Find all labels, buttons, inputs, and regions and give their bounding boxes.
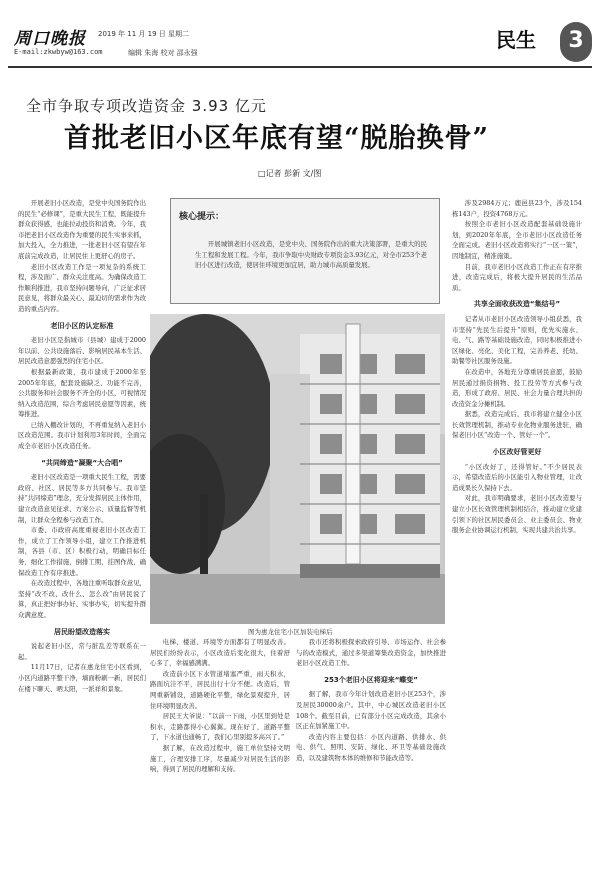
core-summary-title: 核心提示： xyxy=(179,212,225,222)
email-address: E-mail:zkwbyw@163.com xyxy=(14,48,103,56)
paragraph: 根据最新政策，我市建成于2000年至2005年年底，配套设施缺乏、功能不完善，公共服务和社会服务不齐全的小区，可视情况纳入改造范围，综合考虑居民意愿等因素，统筹推进。 xyxy=(18,367,146,419)
paragraph: 开展老旧小区改造，是党中央国务院作出的民生“必修课”，是重大民生工程，既能提升群众获得感，也能拉动投资和消费。今年，我市把老旧小区改造作为重要的民生实事来抓，加大投入，全力推进，一批老旧小区有望在年底前完成改造，让居民住上更舒心的房子。 xyxy=(18,199,146,260)
article-column-2 xyxy=(150,637,290,887)
paragraph: 在改造过程中，各地注重听取群众意见，坚持“改不改、改什么、怎么改”由居民说了算，真正把好事办好、实事办实，切实提升群众满意度。 xyxy=(18,579,146,619)
subheading: 共享全面收获改造“集结号” xyxy=(473,300,561,309)
paragraph: 据了解，在改造过程中，施工单位坚持文明施工，合理安排工序，尽量减少对居民生活的影响，得到了居民的理解和支持。 xyxy=(150,743,290,774)
paragraph: 我市还将积极探索政府引导、市场运作、社会参与的改造模式，通过多渠道筹集改造资金，加快推进老旧小区改造工作。 xyxy=(296,638,446,668)
subheading: 居民盼望改造落实 xyxy=(54,627,110,636)
paragraph: 居民王大爷说：“以前一下雨，小区里到处是积水，走路都得小心翼翼。现在好了，道路平整了，下水道也通畅了，我们心里别提多高兴了。” xyxy=(150,712,290,742)
paragraph: 对此，我市明确要求，老旧小区改造要与建立小区长效管理机制相结合，推动建立党建引领下的社区居民委员会、业主委员会、物业服务企业协调运行机制，实现共建共治共享。 xyxy=(452,494,582,535)
subheading: 253个老旧小区将迎来“蝶变” xyxy=(324,675,418,684)
core-summary-text: 开展城镇老旧小区改造，是党中央、国务院作出的重大决策部署，是重大的民生工程和发展工程。今年，我市争取中央财政专项资金3.93亿元，对全市253个老旧小区进行改造，使居住环境更加宜居，助力城市高质量发展。 xyxy=(195,240,427,269)
issue-date: 2019 年 11 月 19 日 星期二 xyxy=(98,30,189,38)
paragraph: “小区改好了，还得管好。”不少居民表示，希望改造后的小区能引入物业管理，让改造成果长久保持下去。 xyxy=(452,462,582,492)
kicker: 全市争取专项改造资金 3.93 亿元 xyxy=(26,97,267,115)
article-column-1 xyxy=(18,198,146,888)
paragraph: 说起老旧小区，常与脏乱差等联系在一起。 xyxy=(18,642,146,661)
photo-caption: 图为惠龙住宅小区加装电梯后 xyxy=(248,628,333,636)
paragraph: 改造内容主要包括：小区内道路、供排水、供电、供气、照明、安防、绿化、环卫等基础设施改造，以及建筑物本体的维修和节能改造等。 xyxy=(296,732,446,762)
subheading: 小区改好管更好 xyxy=(492,448,542,457)
paragraph: 11月17日，记者在惠龙住宅小区看到，小区内道路平整干净，墙面粉刷一新，居民们在楼下聊天、晒太阳，一派祥和景象。 xyxy=(18,663,146,693)
section-title: 民生 xyxy=(496,28,536,52)
paragraph: 改造前小区下水管道堵塞严重，雨天积水，路面坑洼不平，居民出行十分不便。改造后，管网重新铺设，道路硬化平整，绿化景观提升，居住环境明显改善。 xyxy=(150,669,290,710)
residential-building-photo xyxy=(150,314,445,624)
core-summary-box xyxy=(170,198,440,304)
paragraph: 老旧小区是指城市（县城）建成于2000年以前、公共设施落后、影响居民基本生活、居民改造意愿强烈的住宅小区。 xyxy=(18,336,146,366)
paragraph: 老旧小区改造是一项重大民生工程，需要政府、社区、居民等多方共同参与。我市坚持“共同缔造”理念，充分发挥居民主体作用，建立改造意见征求、方案公示、质量监督等机制，让群众全程参与改造工作。 xyxy=(18,473,146,524)
article-column-3 xyxy=(296,637,446,887)
paragraph: 在改造中，各地充分尊重居民意愿，鼓励居民通过捐资捐物、投工投劳等方式参与改造，形成了政府、居民、社会力量合理共担的改造资金分摊机制。 xyxy=(452,367,582,408)
subheading: “共同缔造”凝聚“大合唱” xyxy=(41,458,123,467)
paragraph: 据了解，我市今年计划改造老旧小区253个，涉及居民30000余户。其中，中心城区改造老旧小区108个。截至目前，已有部分小区完成改造，其余小区正在加紧施工中。 xyxy=(296,690,446,731)
paragraph: 已纳入棚改计划的，不再重复纳入老旧小区改造范围。我市计划利用3年时间，全面完成全市老旧小区改造任务。 xyxy=(18,420,146,451)
news-photo xyxy=(150,314,445,624)
paragraph: 涉及2984万元；鹿邑县23个，涉及154栋143户，投资4768万元。 xyxy=(452,199,582,218)
masthead xyxy=(8,20,592,64)
page-number-badge: 3 xyxy=(560,22,592,62)
paragraph: 目前，我市老旧小区改造工作正在有序推进，改造完成后，将极大提升居民的生活品质。 xyxy=(452,262,582,292)
paragraph: 电梯、楼道、环境等方面都有了明显改善。居民们纷纷表示，小区改造后变化很大，住着舒心多了，幸福感满满。 xyxy=(150,638,290,668)
article-column-4 xyxy=(452,198,582,888)
subheading: 老旧小区的认定标准 xyxy=(50,321,114,330)
paragraph: 据悉，改造完成后，我市将建立健全小区长效管理机制，推动专业化物业服务进驻，确保老旧小区“改造一个、管好一个”。 xyxy=(452,410,582,440)
paragraph: 按照全市老旧小区改造配套基础设施计划，到2020年年底，全市老旧小区改造任务全面完成。老旧小区改造将实行“一区一策”，因地制宜，精准施策。 xyxy=(452,220,582,260)
editor-credits: 编辑 朱海 校对 邵永强 xyxy=(128,49,198,57)
paragraph: 市委、市政府高度重视老旧小区改造工作，成立了工作领导小组，建立工作推进机制，各县（市、区）积极行动，明确目标任务，细化工作措施，倒排工期，挂图作战，确保改造工作有序推进。 xyxy=(18,526,146,577)
headline: 首批老旧小区年底有望“脱胎换骨” xyxy=(64,123,490,154)
masthead-divider xyxy=(8,66,592,68)
newspaper-logo: 周口晚报 xyxy=(14,29,86,49)
paragraph: 记者从市老旧小区改造领导小组获悉，我市坚持“先民生后提升”原则，优先实施水、电、气、路等基础设施改造，同时积极推进小区绿化、亮化、美化工程，完善养老、托幼、助餐等社区服务设施。 xyxy=(452,314,582,366)
paragraph: 老旧小区改造工作是一项复杂的系统工程，涉及面广、群众关注度高。为确保改造工作顺利推进，我市坚持问题导向，广泛征求居民意见，将群众最关心、最迫切的需求作为改造的重点内容。 xyxy=(18,262,146,313)
byline: □记者 彭新 文/图 xyxy=(258,169,322,178)
